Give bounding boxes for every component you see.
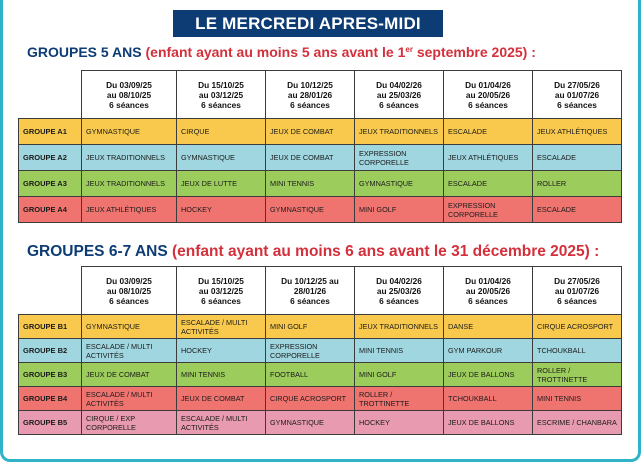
activity-cell: ESCALADE / MULTI ACTIVITÉS [82,387,177,411]
activity-cell: MINI TENNIS [355,339,444,363]
activity-cell: ESCALADE / MULTI ACTIVITÉS [177,315,266,339]
period-header [444,71,533,119]
activity-cell: JEUX DE COMBAT [266,119,355,145]
activity-cell: HOCKEY [177,339,266,363]
table-row [19,339,622,363]
activity-cell: HOCKEY [355,411,444,435]
period-dates: au 01/07/26 [554,285,600,296]
activity-cell: GYMNASTIQUE [355,171,444,197]
period-dates: 28/01/26 [293,285,327,296]
activity-cell: ESCRIME / CHANBARA [533,411,622,435]
section-title: GROUPES 6-7 ANS [27,243,168,260]
activity-cell: FOOTBALL [266,363,355,387]
activity-cell: CIRQUE ACROSPORT [533,315,622,339]
group-label: GROUPE A4 [19,197,82,223]
period-header [533,71,622,119]
group-label: GROUPE B5 [19,411,82,435]
activity-cell: ESCALADE [444,171,533,197]
activity-cell: EXPRESSION CORPORELLE [266,339,355,363]
group-label: GROUPE B4 [19,387,82,411]
activity-cell: ROLLER [533,171,622,197]
activity-cell: GYM PARKOUR [444,339,533,363]
period-dates: Du 01/04/26 [465,79,511,90]
group-label: GROUPE B2 [19,339,82,363]
activity-cell: DANSE [444,315,533,339]
group-label: GROUPE A2 [19,145,82,171]
table-row [19,411,622,435]
period-dates: Du 27/05/26 [554,275,600,286]
activity-cell: TCHOUKBALL [533,339,622,363]
table-row [19,387,622,411]
period-header [266,267,355,315]
period-dates: au 25/03/26 [376,285,422,296]
group-label: GROUPE B1 [19,315,82,339]
period-dates: Du 27/05/26 [554,79,600,90]
activity-cell: JEUX TRADITIONNELS [82,145,177,171]
activity-cell: MINI TENNIS [177,363,266,387]
period-dates: Du 10/12/25 au [281,275,339,286]
activity-cell: GYMNASTIQUE [177,145,266,171]
period-dates: Du 04/02/26 [376,275,422,286]
page-title-banner: LE MERCREDI APRES-MIDI [173,10,443,37]
activity-cell: TCHOUKBALL [444,387,533,411]
period-dates: Du 15/10/25 [198,79,244,90]
session-count: 6 séances [379,295,419,306]
period-dates: Du 03/09/25 [106,275,152,286]
period-dates: au 20/05/26 [465,89,511,100]
activity-cell: GYMNASTIQUE [266,197,355,223]
period-dates: au 25/03/26 [376,89,422,100]
session-count: 6 séances [468,99,508,110]
period-dates: Du 04/02/26 [376,79,422,90]
table-row [19,315,622,339]
table-row [19,363,622,387]
period-header [177,267,266,315]
activity-cell: GYMNASTIQUE [266,411,355,435]
schedule-table-5-ans [18,70,622,223]
age-condition-note: (enfant ayant au moins 5 ans avant le 1er septembre 2025) : [145,44,536,60]
activity-cell: ESCALADE [444,119,533,145]
activity-cell: MINI GOLF [355,363,444,387]
activity-cell: ESCALADE / MULTI ACTIVITÉS [82,339,177,363]
period-header [177,71,266,119]
period-header [82,71,177,119]
activity-cell: ROLLER / TROTTINETTE [533,363,622,387]
activity-cell: CIRQUE / EXP CORPORELLE [82,411,177,435]
period-header [533,267,622,315]
session-count: 6 séances [379,99,419,110]
activity-cell: JEUX ATHLÉTIQUES [444,145,533,171]
activity-cell: MINI TENNIS [266,171,355,197]
activity-cell: HOCKEY [177,197,266,223]
session-count: 6 séances [109,295,149,306]
activity-cell: ESCALADE / MULTI ACTIVITÉS [177,411,266,435]
period-dates: au 01/07/26 [554,89,600,100]
period-dates: Du 15/10/25 [198,275,244,286]
schedule-table-6-7-ans [18,266,622,435]
header-corner [19,267,82,315]
session-count: 6 séances [557,99,597,110]
activity-cell: JEUX ATHLÉTIQUES [533,119,622,145]
period-dates: au 08/10/25 [106,89,152,100]
group-label: GROUPE A1 [19,119,82,145]
activity-cell: MINI TENNIS [533,387,622,411]
activity-cell: CIRQUE ACROSPORT [266,387,355,411]
session-count: 6 séances [468,295,508,306]
activity-cell: ESCALADE [533,197,622,223]
activity-cell: EXPRESSION CORPORELLE [444,197,533,223]
period-header [82,267,177,315]
group-label: GROUPE B3 [19,363,82,387]
section-title: GROUPES 5 ANS [27,44,142,60]
period-dates: au 08/10/25 [106,285,152,296]
period-dates: Du 01/04/26 [465,275,511,286]
period-header [355,267,444,315]
table-row [19,119,622,145]
activity-cell: JEUX DE COMBAT [177,387,266,411]
session-count: 6 séances [290,99,330,110]
header-corner [19,71,82,119]
session-count: 6 séances [290,295,330,306]
period-dates: Du 10/12/25 [287,79,333,90]
activity-cell: JEUX DE BALLONS [444,363,533,387]
section-heading-6-7-ans [27,243,599,261]
age-condition-note: (enfant ayant au moins 6 ans avant le 31 décembre 2025) : [172,243,600,260]
activity-cell: GYMNASTIQUE [82,315,177,339]
activity-cell: JEUX TRADITIONNELS [82,171,177,197]
group-label: GROUPE A3 [19,171,82,197]
activity-cell: CIRQUE [177,119,266,145]
session-count: 6 séances [109,99,149,110]
activity-cell: JEUX ATHLÉTIQUES [82,197,177,223]
period-header [444,267,533,315]
header-row [19,267,622,315]
activity-cell: GYMNASTIQUE [82,119,177,145]
table-row [19,197,622,223]
session-count: 6 séances [201,295,241,306]
section-heading-5-ans [27,44,536,60]
period-header [355,71,444,119]
table-row [19,145,622,171]
activity-cell: JEUX DE LUTTE [177,171,266,197]
activity-cell: JEUX DE BALLONS [444,411,533,435]
activity-cell: MINI GOLF [266,315,355,339]
activity-cell: JEUX TRADITIONNELS [355,119,444,145]
activity-cell: EXPRESSION CORPORELLE [355,145,444,171]
activity-cell: MINI GOLF [355,197,444,223]
table-row [19,171,622,197]
activity-cell: JEUX DE COMBAT [266,145,355,171]
activity-cell: JEUX DE COMBAT [82,363,177,387]
period-dates: Du 03/09/25 [106,79,152,90]
session-count: 6 séances [201,99,241,110]
period-dates: au 03/12/25 [198,89,244,100]
activity-cell: JEUX TRADITIONNELS [355,315,444,339]
activity-cell: ESCALADE [533,145,622,171]
activity-cell: ROLLER / TROTTINETTE [355,387,444,411]
session-count: 6 séances [557,295,597,306]
period-dates: au 03/12/25 [198,285,244,296]
period-dates: au 28/01/26 [287,89,333,100]
period-dates: au 20/05/26 [465,285,511,296]
header-row [19,71,622,119]
period-header [266,71,355,119]
